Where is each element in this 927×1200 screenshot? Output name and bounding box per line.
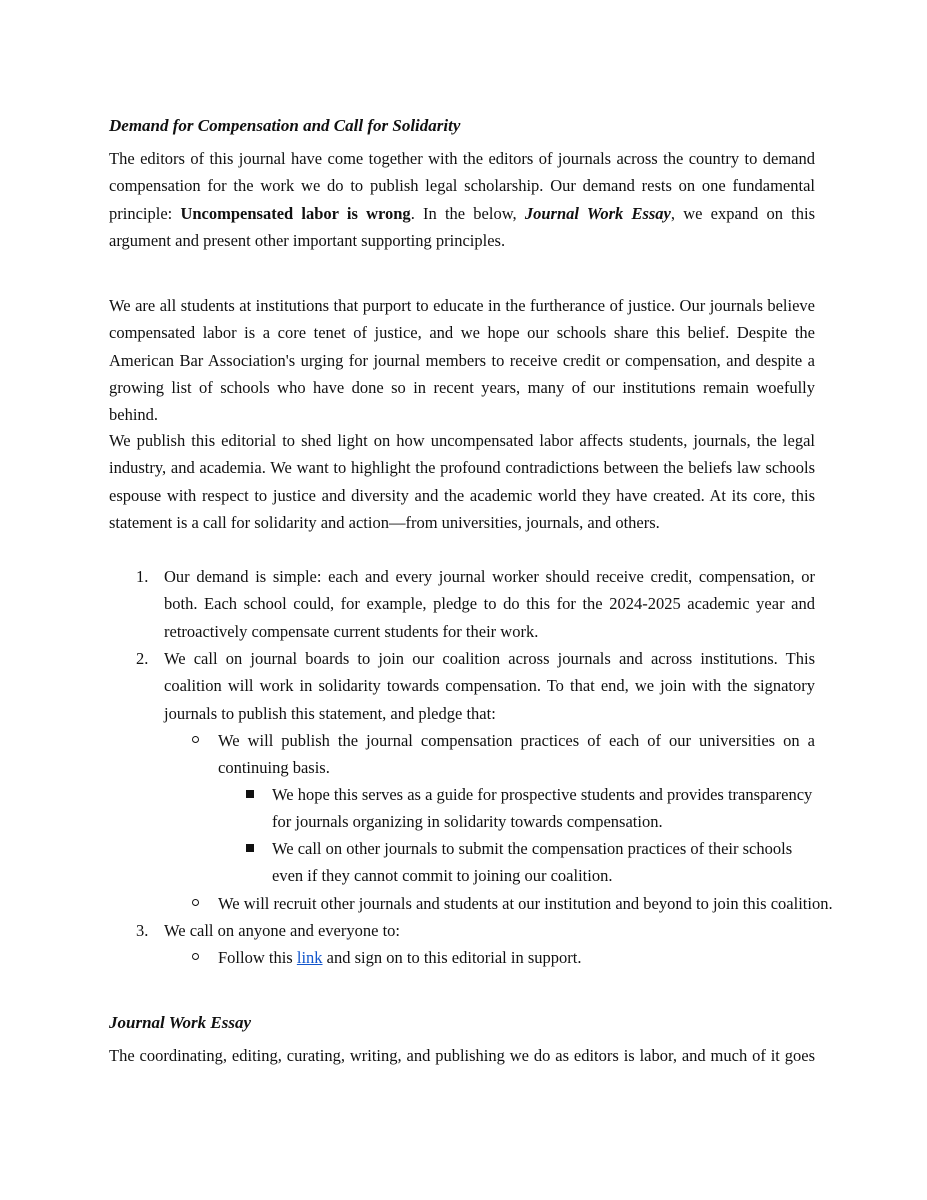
section-heading-demand: Demand for Compensation and Call for Solidarity bbox=[109, 116, 461, 135]
intro-text-after: , we expand on this argument and present other important supporting principles. bbox=[109, 203, 816, 250]
list-marker-2: 2. bbox=[136, 649, 149, 668]
list-item-2: We call on journal boards to join our coalition across journals and across institutions. This coalition will work in solidarity towards compensation. To that end, we join with the signatory journals to publish this statement, and pledge that: bbox=[164, 649, 815, 723]
intro-paragraph bbox=[109, 145, 815, 254]
circle-bullet-icon bbox=[192, 899, 199, 906]
circle-bullet-icon bbox=[192, 953, 199, 960]
square-bullet-icon bbox=[246, 844, 254, 852]
square-bullet-icon bbox=[246, 790, 254, 798]
essay-paragraph: The coordinating, editing, curating, writing, and publishing we do as editors is labor, and much of it goes bbox=[109, 1046, 815, 1065]
intro-bold-principle: Uncompensated labor is wrong bbox=[180, 203, 411, 223]
intro-text-before: The editors of this journal have come together with the editors of journals across the country to demand compensation for the work we do to publish legal scholarship. Our demand rests on one fundamental principle: bbox=[109, 149, 815, 223]
sub-item-recruit: We will recruit other journals and students at our institution and beyond to join this coalition. bbox=[218, 894, 833, 913]
intro-text-mid: . In the below, bbox=[410, 203, 525, 223]
sign-on-link[interactable]: link bbox=[296, 948, 323, 967]
paragraph-editorial: We publish this editorial to shed light on how uncompensated labor affects students, journals, the legal industry, and academia. We want to highlight the profound contradictions between the beliefs law schools espouse with respect to justice and diversity and the academic world they have created. At its core, this statement is a call for solidarity and action—from universities, journals, and others. bbox=[109, 431, 815, 532]
list-marker-1: 1. bbox=[136, 567, 149, 586]
list-marker-3: 3. bbox=[136, 921, 149, 940]
sub-item-publish-practices: We will publish the journal compensation practices of each of our universities on a continuing basis. bbox=[218, 731, 815, 778]
list-item-1: Our demand is simple: each and every journal worker should receive credit, compensation, or both. Each school could, for example, pledge to do this for the 2024-2025 academic year and retroactively compensate current students for their work. bbox=[164, 567, 815, 641]
follow-text-before: Follow this bbox=[218, 948, 297, 967]
follow-text-after: and sign on to this editorial in support. bbox=[322, 948, 582, 967]
intro-essay-title: Journal Work Essay bbox=[524, 203, 671, 223]
sub-item-follow-link bbox=[218, 944, 815, 971]
list-item-3: We call on anyone and everyone to: bbox=[164, 921, 400, 940]
paragraph-students: We are all students at institutions that purport to educate in the furtherance of justice. Our journals believe compensated labor is a core tenet of justice, and we hope our schools share this belief. Despite the American Bar Association's urging for journal members to receive credit or compensation, and despite a growing list of schools who have done so in recent years, many of our institutions remain woefully behind. bbox=[109, 296, 815, 425]
circle-bullet-icon bbox=[192, 736, 199, 743]
sub-sub-item-submit: We call on other journals to submit the compensation practices of their schools even if they cannot commit to joining our coalition. bbox=[272, 839, 793, 886]
sub-sub-item-guide: We hope this serves as a guide for prospective students and provides transparency for journals organizing in solidarity towards compensation. bbox=[272, 785, 813, 832]
section-heading-essay: Journal Work Essay bbox=[109, 1013, 252, 1032]
